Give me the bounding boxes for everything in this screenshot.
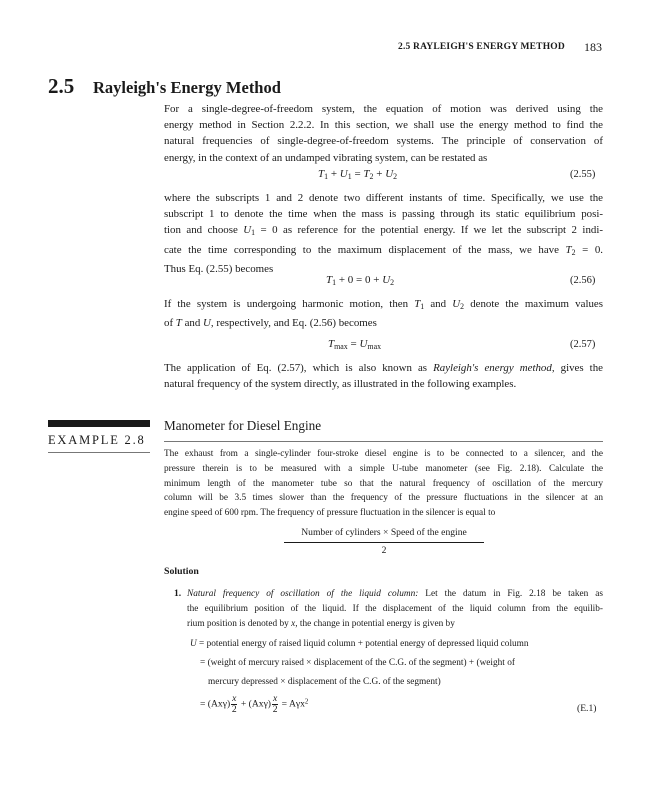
text-line: where the subscripts 1 and 2 denote two different instants of time. Specifically, we use the (164, 192, 603, 204)
item-number: 1. (174, 588, 182, 599)
text-line: the equilibrium position of the liquid. If the displacement of the liquid column from the equilib- (187, 603, 603, 614)
fraction-bar (284, 542, 484, 543)
section-number: 2.5 (48, 74, 75, 98)
text-line: pressure therein is to be measured with a simple U-tube manometer (see Fig. 2.18). Calculate the (164, 463, 603, 474)
text-line: energy, in the context of an undamped vibrating system, can be restated as (164, 151, 488, 164)
equation-number: (2.56) (570, 275, 596, 286)
text-line: minimum length of the manometer tube so that the natural frequency of oscillation of the mercury (164, 478, 603, 489)
text-line: rium position is denoted by x, the change in potential energy is given by (187, 618, 455, 629)
fraction-denominator: 2 (381, 545, 387, 556)
text-line: engine speed of 600 rpm. The frequency of pressure fluctuation in the silencer is equal to (164, 508, 496, 519)
example-title: Manometer for Diesel Engine (164, 418, 322, 433)
running-head: 2.5 RAYLEIGH'S ENERGY METHOD (398, 42, 565, 52)
text-line: The exhaust from a single-cylinder four-stroke diesel engine is to be connected to a silencer, and the (164, 449, 603, 459)
potential-line-3: mercury depressed × displacement of the C.G. of the segment) (208, 677, 441, 687)
text-line: If the system is undergoing harmonic motion, then $T_1$ and $U_2$ denote the maximum values (164, 298, 603, 311)
text-line: cate the time corresponding to the maximum displacement of the mass, we have $T_2 = 0$. (164, 243, 603, 257)
equation-number: (2.57) (570, 339, 596, 350)
equation-2-56: $T_1 + 0 = 0 + U_2$ (326, 274, 395, 287)
example-label: EXAMPLE 2.8 (48, 433, 146, 447)
equation-2-57: $T_{max} = U_{max}$ (328, 338, 382, 351)
text-line: natural frequency of the system directly, as illustrated in the following examples. (164, 378, 517, 391)
example-statement (164, 447, 603, 521)
paragraph-rayleigh (164, 360, 603, 392)
text-line: natural frequencies of single-degree-of-freedom systems. The principle of conservation of (164, 135, 603, 148)
text-line: of T and U, respectively, and Eq. (2.56) becomes (164, 317, 377, 330)
equation-number: (2.55) (570, 169, 596, 180)
fraction-x-over-2: $\frac{x}{2}$ (272, 693, 278, 715)
text-line: subscript 1 to denote the time when the mass is passing through its static equilibrium posi- (164, 208, 603, 221)
page-number: 183 (584, 40, 602, 54)
text-line: column will be 3.5 times slower than the frequency of the pressure fluctuations in the silencer at an (164, 493, 603, 504)
potential-line-1: U = potential energy of raised liquid column + potential energy of depressed liquid column (190, 639, 529, 649)
text-line: The application of Eq. (2.57), which is also known as Rayleigh's energy method, gives the (164, 362, 603, 374)
example-label-rule (48, 452, 150, 453)
paragraph-intro (164, 101, 603, 166)
paragraph-harmonic (164, 296, 603, 331)
paragraph-subscripts (164, 190, 603, 277)
fraction-numerator: Number of cylinders × Speed of the engine (301, 527, 467, 538)
example-bar (48, 420, 150, 427)
text-line: tion and choose $U_1 = 0$ as reference for the potential energy. If we let the subscript 2 indi- (164, 224, 603, 238)
equation-number: (E.1) (577, 703, 597, 714)
text-line: Thus Eq. (2.55) becomes (164, 262, 274, 275)
text-line: Natural frequency of oscillation of the liquid column: Let the datum in Fig. 2.18 be taken as (187, 589, 603, 599)
fraction-x-over-2: $\frac{x}{2}$ (231, 693, 237, 715)
potential-line-2: = (weight of mercury raised × displacement of the C.G. of the segment) + (weight of (200, 658, 515, 668)
equation-2-55: $T_1 + U_1 = T_2 + U_2$ (318, 168, 398, 181)
text-line: For a single-degree-of-freedom system, the equation of motion was derived using the (164, 103, 603, 115)
solution-item-1 (187, 587, 603, 631)
section-title: Rayleigh's Energy Method (93, 78, 281, 97)
text-line: energy method in Section 2.2.2. In this section, we shall use the energy method to find the (164, 119, 603, 132)
example-title-rule (164, 441, 603, 442)
solution-heading: Solution (164, 566, 199, 577)
potential-line-4: = (Axγ) $\frac{x}{2}$ + (Axγ) $\frac{x}{2}$ = Aγx$^2$ (200, 693, 309, 715)
